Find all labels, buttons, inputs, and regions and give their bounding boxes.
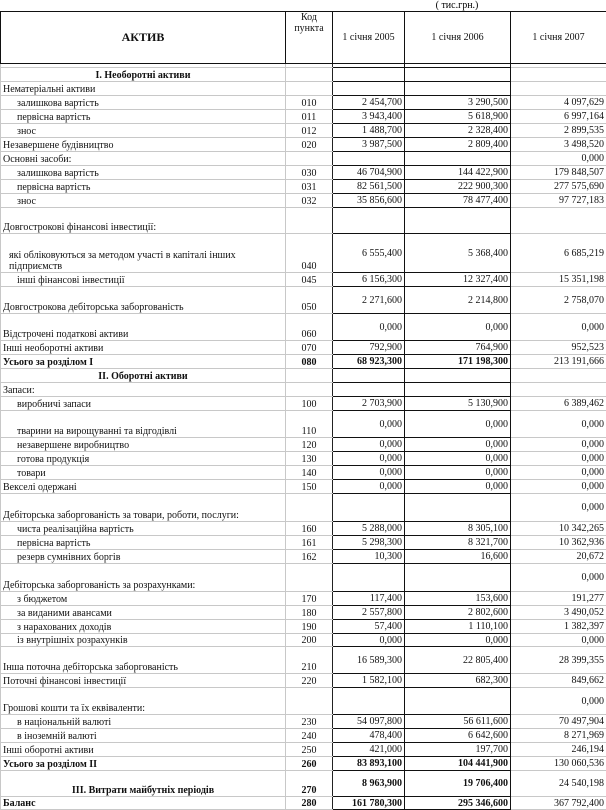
row-label: Баланс: [1, 797, 286, 810]
value-cell-2007: 191,277: [511, 592, 606, 606]
value-cell-2005: 0,000: [333, 466, 405, 480]
table-row: [1, 494, 606, 522]
row-label: знос: [1, 194, 286, 208]
value-cell-2006: 6 642,600: [405, 729, 511, 743]
row-label: в іноземній валюті: [1, 729, 286, 743]
value-cell-2007: 2 899,535: [511, 124, 606, 138]
row-code: 210: [286, 647, 333, 674]
value-cell-2005: 0,000: [333, 438, 405, 452]
value-cell-2006: 295 346,600: [405, 797, 511, 810]
row-label: виробничі запаси: [1, 397, 286, 411]
table-row: [1, 729, 606, 743]
value-cell-2006: [405, 369, 511, 383]
date-header-2005: 1 січня 2005: [333, 12, 405, 64]
value-cell-2007: 0,000: [511, 411, 606, 438]
table-row: [1, 620, 606, 634]
value-cell-2005: [333, 68, 405, 82]
value-cell-2007: [511, 82, 606, 96]
row-label: товари: [1, 466, 286, 480]
value-cell-2005: 421,000: [333, 743, 405, 757]
table-row: [1, 369, 606, 383]
asset-column-header: АКТИВ: [1, 12, 286, 64]
table-row: [1, 110, 606, 124]
value-cell-2006: 19 706,400: [405, 771, 511, 797]
value-cell-2006: 2 809,400: [405, 138, 511, 152]
row-label: первісна вартість: [1, 180, 286, 194]
value-cell-2007: 0,000: [511, 152, 606, 166]
table-row: [1, 606, 606, 620]
value-cell-2005: 10,300: [333, 550, 405, 564]
value-cell-2006: 153,600: [405, 592, 511, 606]
row-label: Векселі одержані: [1, 480, 286, 494]
row-code: 200: [286, 634, 333, 647]
row-code: [286, 68, 333, 82]
table-row: [1, 797, 606, 810]
row-label: залишкова вартість: [1, 166, 286, 180]
row-code: 060: [286, 314, 333, 341]
value-cell-2005: [333, 688, 405, 715]
value-cell-2005: 161 780,300: [333, 797, 405, 810]
table-row: [1, 273, 606, 287]
value-cell-2005: 46 704,900: [333, 166, 405, 180]
row-code: 031: [286, 180, 333, 194]
value-cell-2006: 5 618,900: [405, 110, 511, 124]
row-code: [286, 208, 333, 234]
row-code: 120: [286, 438, 333, 452]
table-row: [1, 152, 606, 166]
row-label: резерв сумнівних боргів: [1, 550, 286, 564]
value-cell-2005: 35 856,600: [333, 194, 405, 208]
table-row: [1, 314, 606, 341]
value-cell-2007: 6 389,462: [511, 397, 606, 411]
code-column-header: Код пункта: [286, 12, 333, 64]
value-cell-2007: [511, 369, 606, 383]
value-cell-2007: 179 848,507: [511, 166, 606, 180]
row-code: [286, 564, 333, 592]
value-cell-2005: 54 097,800: [333, 715, 405, 729]
row-label: І. Необоротні активи: [1, 68, 286, 82]
row-label: первісна вартість: [1, 110, 286, 124]
value-cell-2007: 367 792,400: [511, 797, 606, 810]
row-code: [286, 152, 333, 166]
table-row: [1, 715, 606, 729]
value-cell-2006: 2 214,800: [405, 287, 511, 314]
value-cell-2005: [333, 82, 405, 96]
date-header-2006: 1 січня 2006: [405, 12, 511, 64]
row-label: Незавершене будівництво: [1, 138, 286, 152]
value-cell-2005: 1 488,700: [333, 124, 405, 138]
value-cell-2007: 0,000: [511, 480, 606, 494]
table-row: [1, 466, 606, 480]
row-code: 260: [286, 757, 333, 771]
row-code: [286, 688, 333, 715]
value-cell-2007: 1 382,397: [511, 620, 606, 634]
value-cell-2006: [405, 564, 511, 592]
row-code: 230: [286, 715, 333, 729]
value-cell-2007: 70 497,904: [511, 715, 606, 729]
row-code: 110: [286, 411, 333, 438]
row-label: залишкова вартість: [1, 96, 286, 110]
table-row: [1, 550, 606, 564]
row-label: Грошові кошти та їх еквіваленти:: [1, 688, 286, 715]
table-row: [1, 194, 606, 208]
row-code: 012: [286, 124, 333, 138]
row-label: ІІ. Оборотні активи: [1, 369, 286, 383]
value-cell-2006: 5 368,400: [405, 234, 511, 273]
value-cell-2006: 1 110,100: [405, 620, 511, 634]
value-cell-2007: 6 997,164: [511, 110, 606, 124]
row-code: 020: [286, 138, 333, 152]
value-cell-2007: 213 191,666: [511, 355, 606, 369]
value-cell-2005: 68 923,300: [333, 355, 405, 369]
value-cell-2007: 0,000: [511, 494, 606, 522]
value-cell-2005: 8 963,900: [333, 771, 405, 797]
value-cell-2005: 0,000: [333, 452, 405, 466]
date-header-2007: 1 січня 2007: [511, 12, 606, 64]
value-cell-2005: 3 987,500: [333, 138, 405, 152]
row-label: які обліковуються за методом участі в капіталі інших підприємств: [1, 234, 286, 273]
unit-label: ( тис.грн.): [404, 0, 510, 11]
row-code: 162: [286, 550, 333, 564]
table-row: [1, 68, 606, 82]
table-row: [1, 341, 606, 355]
value-cell-2007: 3 490,052: [511, 606, 606, 620]
value-cell-2005: 57,400: [333, 620, 405, 634]
row-label: інші фінансові інвестиції: [1, 273, 286, 287]
row-label: Основні засоби:: [1, 152, 286, 166]
row-label: Інша поточна дебіторська заборгованість: [1, 647, 286, 674]
row-code: 140: [286, 466, 333, 480]
row-code: 250: [286, 743, 333, 757]
value-cell-2006: 22 805,400: [405, 647, 511, 674]
value-cell-2007: 0,000: [511, 564, 606, 592]
value-cell-2006: 222 900,300: [405, 180, 511, 194]
value-cell-2007: 130 060,536: [511, 757, 606, 771]
row-label: тварини на вирощуванні та відгодівлі: [1, 411, 286, 438]
row-code: 010: [286, 96, 333, 110]
table-row: [1, 180, 606, 194]
value-cell-2006: 0,000: [405, 466, 511, 480]
table-row: [1, 452, 606, 466]
table-row: [1, 688, 606, 715]
value-cell-2005: 0,000: [333, 314, 405, 341]
value-cell-2007: 849,662: [511, 674, 606, 688]
row-label: знос: [1, 124, 286, 138]
table-row: [1, 757, 606, 771]
row-code: 030: [286, 166, 333, 180]
row-code: 100: [286, 397, 333, 411]
row-label: чиста реалізаційна вартість: [1, 522, 286, 536]
row-label: з нарахованих доходів: [1, 620, 286, 634]
value-cell-2007: 277 575,690: [511, 180, 606, 194]
value-cell-2006: 144 422,900: [405, 166, 511, 180]
value-cell-2005: 5 298,300: [333, 536, 405, 550]
value-cell-2006: 682,300: [405, 674, 511, 688]
row-label: Довгострокові фінансові інвестиції:: [1, 208, 286, 234]
row-label: незавершене виробництво: [1, 438, 286, 452]
value-cell-2007: 246,194: [511, 743, 606, 757]
value-cell-2006: 0,000: [405, 438, 511, 452]
row-label: Довгострокова дебіторська заборгованість: [1, 287, 286, 314]
table-row: [1, 166, 606, 180]
table-row: [1, 438, 606, 452]
table-row: [1, 522, 606, 536]
row-label: первісна вартість: [1, 536, 286, 550]
value-cell-2006: [405, 688, 511, 715]
row-label: в національній валюті: [1, 715, 286, 729]
value-cell-2006: 0,000: [405, 452, 511, 466]
row-code: 130: [286, 452, 333, 466]
value-cell-2006: 0,000: [405, 480, 511, 494]
row-code: 280: [286, 797, 333, 810]
table-row: [1, 287, 606, 314]
value-cell-2005: 792,900: [333, 341, 405, 355]
row-code: 080: [286, 355, 333, 369]
row-label: Поточні фінансові інвестиції: [1, 674, 286, 688]
value-cell-2006: [405, 82, 511, 96]
value-cell-2006: 5 130,900: [405, 397, 511, 411]
row-label: Запаси:: [1, 383, 286, 397]
row-code: 011: [286, 110, 333, 124]
row-code: 220: [286, 674, 333, 688]
table-row: [1, 124, 606, 138]
table-row: [1, 411, 606, 438]
value-cell-2005: 2 703,900: [333, 397, 405, 411]
row-code: [286, 494, 333, 522]
table-row: [1, 674, 606, 688]
value-cell-2007: 28 399,355: [511, 647, 606, 674]
value-cell-2007: 0,000: [511, 688, 606, 715]
row-code: 240: [286, 729, 333, 743]
value-cell-2007: 10 342,265: [511, 522, 606, 536]
table-row: [1, 234, 606, 273]
value-cell-2006: 12 327,400: [405, 273, 511, 287]
value-cell-2007: 0,000: [511, 452, 606, 466]
value-cell-2005: 83 893,100: [333, 757, 405, 771]
table-row: [1, 564, 606, 592]
value-cell-2005: 82 561,500: [333, 180, 405, 194]
value-cell-2005: [333, 564, 405, 592]
value-cell-2006: 56 611,600: [405, 715, 511, 729]
value-cell-2005: 2 454,700: [333, 96, 405, 110]
row-code: 070: [286, 341, 333, 355]
table-row: [1, 743, 606, 757]
row-label: готова продукція: [1, 452, 286, 466]
value-cell-2005: 0,000: [333, 480, 405, 494]
value-cell-2005: [333, 152, 405, 166]
value-cell-2007: 0,000: [511, 466, 606, 480]
row-code: 160: [286, 522, 333, 536]
value-cell-2007: 6 685,219: [511, 234, 606, 273]
value-cell-2005: 3 943,400: [333, 110, 405, 124]
value-cell-2005: 0,000: [333, 634, 405, 647]
value-cell-2005: 16 589,300: [333, 647, 405, 674]
value-cell-2006: [405, 208, 511, 234]
row-code: 170: [286, 592, 333, 606]
value-cell-2006: 2 328,400: [405, 124, 511, 138]
row-code: 150: [286, 480, 333, 494]
value-cell-2006: 3 290,500: [405, 96, 511, 110]
value-cell-2005: 0,000: [333, 411, 405, 438]
value-cell-2006: 171 198,300: [405, 355, 511, 369]
row-code: 032: [286, 194, 333, 208]
balance-sheet-table: [0, 11, 606, 810]
value-cell-2007: 97 727,183: [511, 194, 606, 208]
value-cell-2005: 6 555,400: [333, 234, 405, 273]
value-cell-2005: 478,400: [333, 729, 405, 743]
table-row: [1, 397, 606, 411]
value-cell-2006: 104 441,900: [405, 757, 511, 771]
value-cell-2006: 764,900: [405, 341, 511, 355]
value-cell-2006: 0,000: [405, 314, 511, 341]
value-cell-2006: 197,700: [405, 743, 511, 757]
value-cell-2006: 0,000: [405, 411, 511, 438]
value-cell-2007: 0,000: [511, 438, 606, 452]
value-cell-2005: 2 557,800: [333, 606, 405, 620]
table-row: [1, 383, 606, 397]
table-row: [1, 771, 606, 797]
row-code: 190: [286, 620, 333, 634]
value-cell-2005: 5 288,000: [333, 522, 405, 536]
row-label: із внутрішніх розрахунків: [1, 634, 286, 647]
table-row: [1, 208, 606, 234]
row-code: 040: [286, 234, 333, 273]
value-cell-2007: 2 758,070: [511, 287, 606, 314]
row-label: Нематеріальні активи: [1, 82, 286, 96]
row-code: 161: [286, 536, 333, 550]
value-cell-2006: [405, 383, 511, 397]
table-row: [1, 480, 606, 494]
value-cell-2007: [511, 208, 606, 234]
value-cell-2007: 10 362,936: [511, 536, 606, 550]
row-code: [286, 383, 333, 397]
value-cell-2006: [405, 494, 511, 522]
value-cell-2006: 8 321,700: [405, 536, 511, 550]
value-cell-2005: 1 582,100: [333, 674, 405, 688]
value-cell-2007: 3 498,520: [511, 138, 606, 152]
value-cell-2007: 0,000: [511, 314, 606, 341]
header-row: [1, 12, 606, 44]
row-code: [286, 369, 333, 383]
value-cell-2005: 2 271,600: [333, 287, 405, 314]
value-cell-2007: 952,523: [511, 341, 606, 355]
row-label: Інші оборотні активи: [1, 743, 286, 757]
row-label: Дебіторська заборгованість за розрахунками:: [1, 564, 286, 592]
table-row: [1, 634, 606, 647]
table-row: [1, 138, 606, 152]
value-cell-2007: [511, 68, 606, 82]
row-code: 045: [286, 273, 333, 287]
table-row: [1, 355, 606, 369]
value-cell-2006: [405, 152, 511, 166]
value-cell-2005: [333, 494, 405, 522]
value-cell-2007: 15 351,198: [511, 273, 606, 287]
value-cell-2006: [405, 68, 511, 82]
row-label: за виданими авансами: [1, 606, 286, 620]
row-label: ІІІ. Витрати майбутніх періодів: [1, 771, 286, 797]
value-cell-2007: 0,000: [511, 634, 606, 647]
value-cell-2006: 16,600: [405, 550, 511, 564]
row-label: Відстрочені податкові активи: [1, 314, 286, 341]
row-label: Усього за розділом ІІ: [1, 757, 286, 771]
value-cell-2007: 20,672: [511, 550, 606, 564]
row-code: 180: [286, 606, 333, 620]
value-cell-2006: 8 305,100: [405, 522, 511, 536]
value-cell-2005: 6 156,300: [333, 273, 405, 287]
value-cell-2007: 8 271,969: [511, 729, 606, 743]
value-cell-2007: [511, 383, 606, 397]
row-label: з бюджетом: [1, 592, 286, 606]
table-row: [1, 96, 606, 110]
value-cell-2006: 78 477,400: [405, 194, 511, 208]
table-row: [1, 82, 606, 96]
table-row: [1, 592, 606, 606]
row-label: Усього за розділом І: [1, 355, 286, 369]
row-code: [286, 82, 333, 96]
row-code: 270: [286, 771, 333, 797]
value-cell-2005: [333, 369, 405, 383]
table-row: [1, 647, 606, 674]
value-cell-2007: 4 097,629: [511, 96, 606, 110]
value-cell-2006: 2 802,600: [405, 606, 511, 620]
table-row: [1, 536, 606, 550]
row-label: Інші необоротні активи: [1, 341, 286, 355]
value-cell-2006: 0,000: [405, 634, 511, 647]
value-cell-2005: 117,400: [333, 592, 405, 606]
row-code: 050: [286, 287, 333, 314]
row-label: Дебіторська заборгованість за товари, роботи, послуги:: [1, 494, 286, 522]
value-cell-2005: [333, 383, 405, 397]
value-cell-2005: [333, 208, 405, 234]
value-cell-2007: 24 540,198: [511, 771, 606, 797]
